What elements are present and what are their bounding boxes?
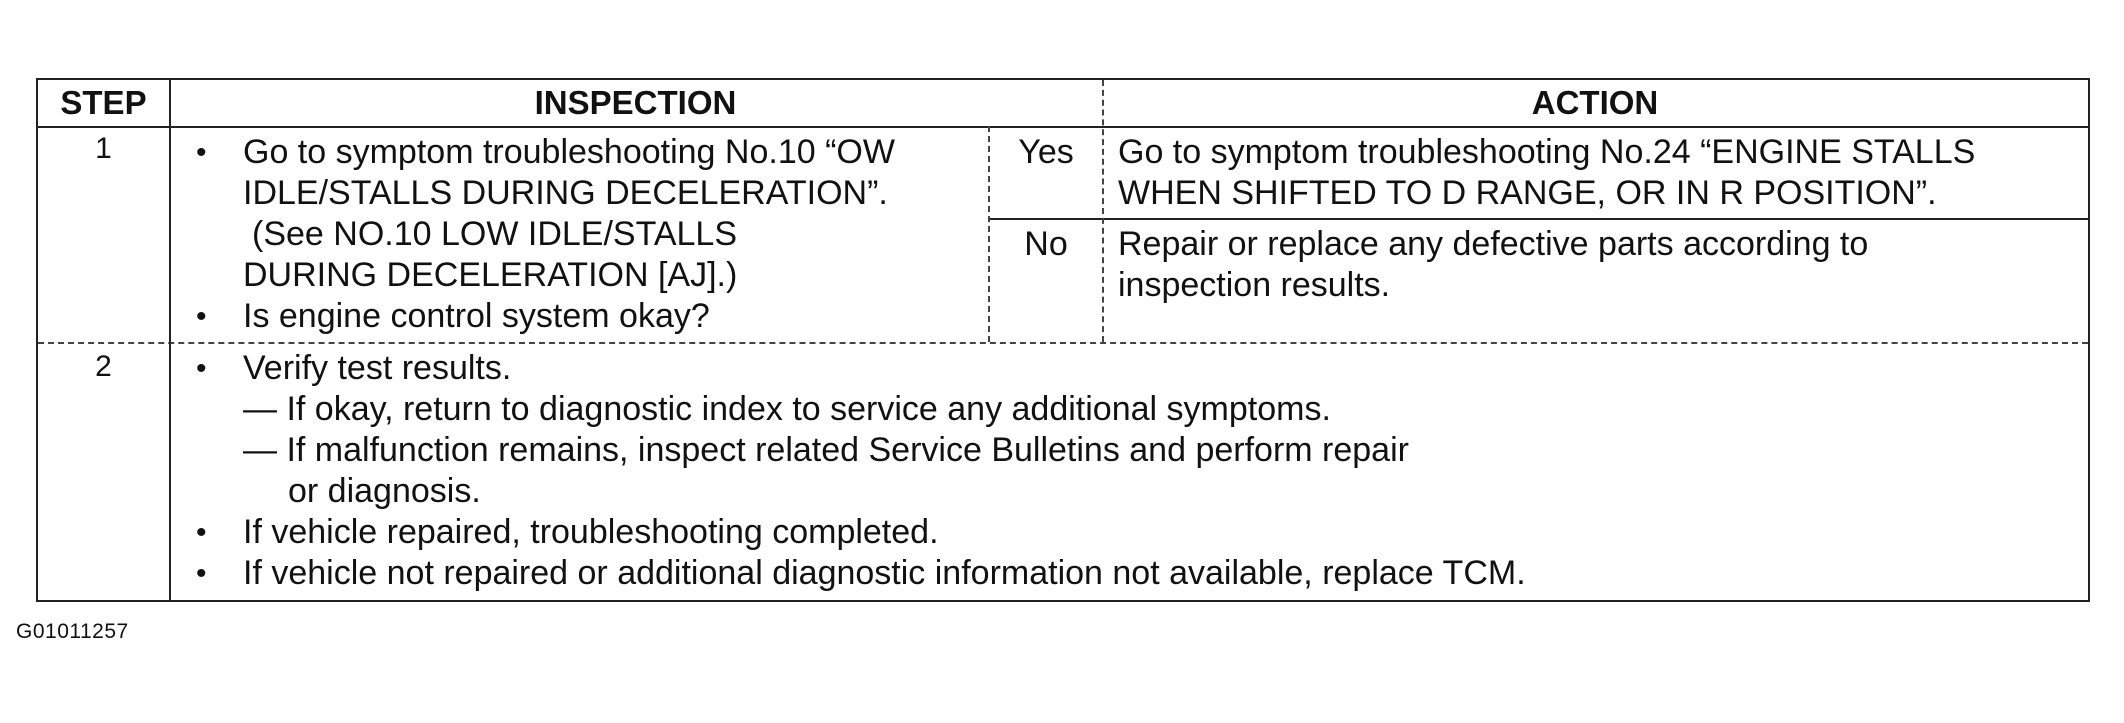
inspection-note: (See NO.10 LOW IDLE/STALLS <box>252 215 737 253</box>
verify-text: If vehicle not repaired or additional diagnostic information not available, replace TCM. <box>243 554 1526 592</box>
header-divider <box>38 126 2088 128</box>
verify-subitem: — If okay, return to diagnostic index to service any additional symptoms. <box>243 390 1331 428</box>
row-divider <box>38 342 2088 344</box>
no-action: Repair or replace any defective parts according to <box>1118 225 1869 263</box>
yes-label: Yes <box>1018 133 1074 171</box>
inspection-text: Go to symptom troubleshooting No.10 “OW <box>243 133 895 171</box>
verify-subitem: or diagnosis. <box>288 472 481 510</box>
header-inspection: INSPECTION <box>534 84 737 121</box>
bullet-icon: • <box>196 557 207 590</box>
diagnostic-table <box>36 78 2090 602</box>
figure-id: G01011257 <box>16 620 129 643</box>
no-action: inspection results. <box>1118 266 1391 304</box>
verify-subitem: — If malfunction remains, inspect related Service Bulletins and perform repair <box>243 431 1409 469</box>
header-step: STEP <box>60 84 147 121</box>
yes-action: Go to symptom troubleshooting No.24 “ENGINE STALLS <box>1118 133 1976 171</box>
yes-action: WHEN SHIFTED TO D RANGE, OR IN R POSITION”. <box>1118 174 1937 212</box>
bullet-icon: • <box>196 300 207 333</box>
bullet-icon: • <box>196 136 207 169</box>
bullet-icon: • <box>196 352 207 385</box>
verify-text: If vehicle repaired, troubleshooting completed. <box>243 513 939 551</box>
inspection-text: Is engine control system okay? <box>243 297 710 335</box>
inspection-note: DURING DECELERATION [AJ].) <box>243 256 738 294</box>
verify-text: Verify test results. <box>243 349 512 387</box>
step-number: 1 <box>95 132 112 165</box>
step-column-divider <box>169 80 171 600</box>
header-action: ACTION <box>1531 84 1659 121</box>
inspection-text: IDLE/STALLS DURING DECELERATION”. <box>243 174 888 212</box>
yes-no-divider <box>988 218 2088 220</box>
no-label: No <box>1024 225 1068 263</box>
step-number: 2 <box>95 350 112 383</box>
bullet-icon: • <box>196 516 207 549</box>
